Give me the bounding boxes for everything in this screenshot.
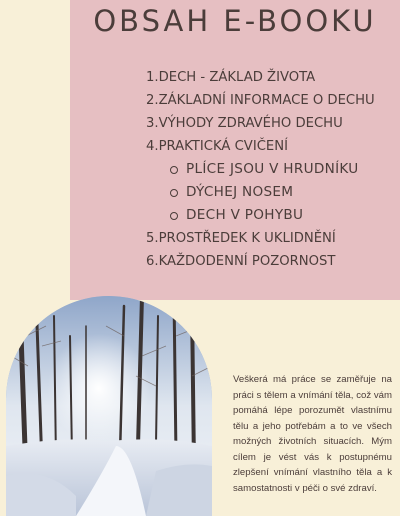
toc-item: 2.ZÁKLADNÍ INFORMACE O DECHU — [146, 93, 375, 108]
snowy-forest-photo — [6, 296, 212, 516]
description-text: Veškerá má práce se zaměřuje na práci s tělem a vnímání těla, což vám pomáhá lépe porozumět vlastnímu tělu a jeho potřebám a to ve všech možných životních situacích. Mým cílem je vést vás k postupnému zlepšení vnímání vlastního těla a k samostatnosti v péči o své zdraví. — [233, 374, 392, 494]
toc-item: 1.DECH - ZÁKLAD ŽIVOTA — [146, 70, 316, 85]
toc-item: 6.KAŽDODENNÍ POZORNOST — [146, 254, 336, 269]
table-of-contents — [146, 66, 396, 273]
toc-subitem: DÝCHEJ NOSEM — [146, 181, 396, 204]
toc-subitem: DECH V POHYBU — [146, 204, 396, 227]
toc-item: 5.PROSTŘEDEK K UKLIDNĚNÍ — [146, 231, 336, 246]
toc-item: 3.VÝHODY ZDRAVÉHO DECHU — [146, 116, 343, 131]
page-title: OBSAH E-BOOKU — [93, 4, 377, 38]
toc-subitem: PLÍCE JSOU V HRUDNÍKU — [146, 158, 396, 181]
toc-item: 4.PRAKTICKÁ CVIČENÍ — [146, 139, 289, 154]
